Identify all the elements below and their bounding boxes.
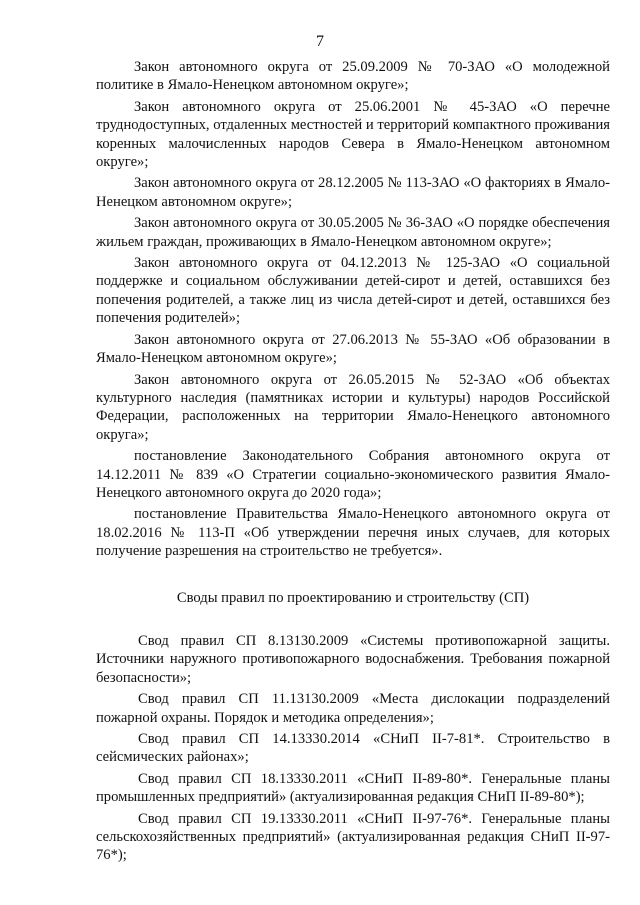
law-item: Закон автономного округа от 27.06.2013 № 55-ЗАО «Об образовании в Ямало-Ненецком автономном округе»; bbox=[96, 331, 610, 367]
law-item: Закон автономного округа от 25.09.2009 № 70-ЗАО «О молодежной политике в Ямало-Ненецком автономном округе»; bbox=[96, 59, 610, 94]
laws-list bbox=[96, 58, 610, 561]
section-heading: Своды правил по проектированию и строительству (СП) bbox=[176, 589, 530, 606]
page-number: 7 bbox=[316, 33, 324, 50]
page-content bbox=[96, 58, 610, 868]
law-item: постановление Правительства Ямало-Ненецкого автономного округа от 18.02.2016 № 113-П «Об утверждении перечня иных случаев, для которых получение разрешения на строительство не требуется». bbox=[96, 506, 610, 560]
law-item: Закон автономного округа от 28.12.2005 № 113-ЗАО «О факториях в Ямало-Ненецком автономном округе»; bbox=[96, 175, 610, 210]
code-item: Свод правил СП 18.13330.2011 «СНиП II-89-80*. Генеральные планы промышленных предприятий» (актуализированная редакция СНиП II-89-80*); bbox=[96, 770, 610, 806]
law-item: постановление Законодательного Собрания автономного округа от 14.12.2011 № 839 «О Стратегии социально-экономического развития Ямало-Ненецкого автономного округа до 2020 года»; bbox=[96, 448, 610, 501]
law-item: Закон автономного округа от 30.05.2005 № 36-ЗАО «О порядке обеспечения жильем граждан, проживающих в Ямало-Ненецком автономном округе»; bbox=[96, 215, 610, 250]
code-item: Свод правил СП 14.13330.2014 «СНиП II-7-81*. Строительство в сейсмических районах»; bbox=[96, 731, 610, 766]
code-item: Свод правил СП 11.13130.2009 «Места дислокации подразделений пожарной охраны. Порядок и методика определения»; bbox=[96, 691, 610, 726]
law-item: Закон автономного округа от 04.12.2013 № 125-ЗАО «О социальной поддержке и социальном обслуживании детей-сирот и детей, оставшихся без попечения родителей, а также лиц из числа детей-сирот и детей, оставшихся без попечения родителей»; bbox=[96, 255, 610, 327]
law-item: Закон автономного округа от 25.06.2001 № 45-ЗАО «О перечне труднодоступных, отдаленных местностей и территорий компактного проживания коренных малочисленных народов Севера в Ямало-Ненецком автономном округе»; bbox=[96, 98, 610, 171]
codes-list bbox=[96, 632, 610, 865]
law-item: Закон автономного округа от 26.05.2015 № 52-ЗАО «Об объектах культурного наследия (памятниках истории и культуры) народов Российской Федерации, расположенных на территории Ямало-Ненецкого автономного округа»; bbox=[96, 371, 610, 443]
code-item: Свод правил СП 8.13130.2009 «Системы противопожарной защиты. Источники наружного противопожарного водоснабжения. Требования пожарной безопасности»; bbox=[96, 632, 610, 686]
code-item: Свод правил СП 19.13330.2011 «СНиП II-97-76*. Генеральные планы сельскохозяйственных предприятий» (актуализированная редакция СНиП II-97-76*); bbox=[96, 810, 610, 864]
